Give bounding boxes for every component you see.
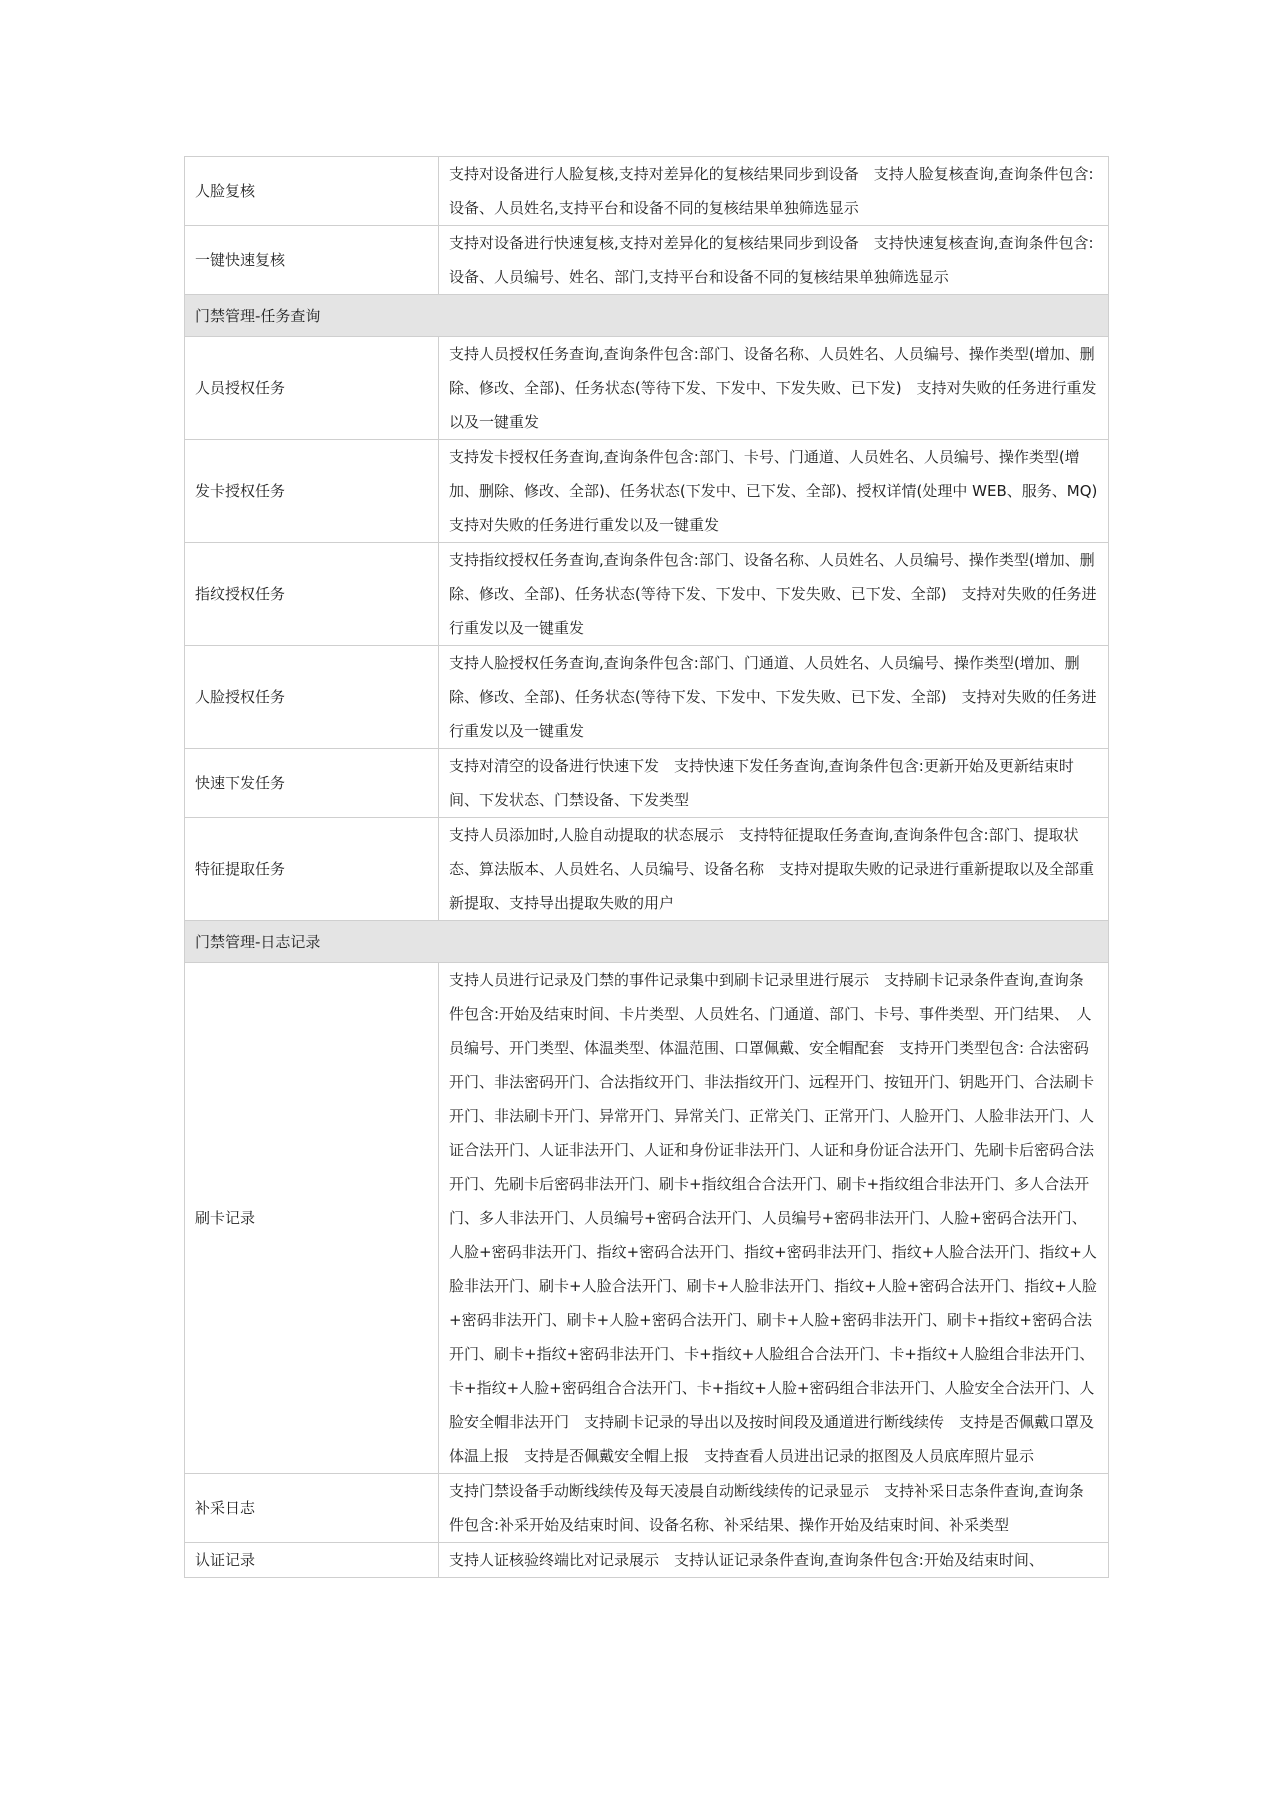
table-row <box>185 1474 1109 1543</box>
table-row <box>185 818 1109 921</box>
feature-name: 认证记录 <box>185 1543 439 1578</box>
section-title: 门禁管理-任务查询 <box>185 295 1109 337</box>
feature-name: 人员授权任务 <box>185 337 439 440</box>
feature-description: 支持对清空的设备进行快速下发 支持快速下发任务查询,查询条件包含:更新开始及更新结束时间、下发状态、门禁设备、下发类型 <box>439 749 1109 818</box>
feature-name: 指纹授权任务 <box>185 543 439 646</box>
feature-description: 支持人员进行记录及门禁的事件记录集中到刷卡记录里进行展示 支持刷卡记录条件查询,查询条件包含:开始及结束时间、卡片类型、人员姓名、门通道、部门、卡号、事件类型、开门结果、 人员编号、开门类型、体温类型、体温范围、口罩佩戴、安全帽配套 支持开门类型包含: 合法密码开门、非法密码开门、合法指纹开门、非法指纹开门、远程开门、按钮开门、钥匙开门、合法刷卡开门、非法刷卡开门、异常开门、异常关门、正常关门、正常开门、人脸开门、人脸非法开门、人证合法开门、人证非法开门、人证和身份证非法开门、人证和身份证合法开门、先刷卡后密码合法开门、先刷卡后密码非法开门、刷卡+指纹组合合法开门、刷卡+指纹组合非法开门、多人合法开门、多人非法开门、人员编号+密码合法开门、人员编号+密码非法开门、人脸+密码合法开门、人脸+密码非法开门、指纹+密码合法开门、指纹+密码非法开门、指纹+人脸合法开门、指纹+人脸非法开门、刷卡+人脸合法开门、刷卡+人脸非法开门、指纹+人脸+密码合法开门、指纹+人脸+密码非法开门、刷卡+人脸+密码合法开门、刷卡+人脸+密码非法开门、刷卡+指纹+密码合法开门、刷卡+指纹+密码非法开门、卡+指纹+人脸组合合法开门、卡+指纹+人脸组合非法开门、卡+指纹+人脸+密码组合合法开门、卡+指纹+人脸+密码组合非法开门、人脸安全合法开门、人脸安全帽非法开门 支持刷卡记录的导出以及按时间段及通道进行断线续传 支持是否佩戴口罩及体温上报 支持是否佩戴安全帽上报 支持查看人员进出记录的抠图及人员底库照片显示 <box>439 963 1109 1474</box>
feature-name: 一键快速复核 <box>185 226 439 295</box>
feature-name: 补采日志 <box>185 1474 439 1543</box>
feature-name: 特征提取任务 <box>185 818 439 921</box>
section-header-row <box>185 295 1109 337</box>
table-row <box>185 440 1109 543</box>
table-row <box>185 749 1109 818</box>
feature-description: 支持人证核验终端比对记录展示 支持认证记录条件查询,查询条件包含:开始及结束时间、 <box>439 1543 1109 1578</box>
feature-description: 支持人脸授权任务查询,查询条件包含:部门、门通道、人员姓名、人员编号、操作类型(增加、删除、修改、全部)、任务状态(等待下发、下发中、下发失败、已下发、全部) 支持对失败的任务进行重发以及一键重发 <box>439 646 1109 749</box>
section-title: 门禁管理-日志记录 <box>185 921 1109 963</box>
feature-name: 发卡授权任务 <box>185 440 439 543</box>
section-header-row <box>185 921 1109 963</box>
feature-description: 支持对设备进行快速复核,支持对差异化的复核结果同步到设备 支持快速复核查询,查询条件包含:设备、人员编号、姓名、部门,支持平台和设备不同的复核结果单独筛选显示 <box>439 226 1109 295</box>
feature-description: 支持对设备进行人脸复核,支持对差异化的复核结果同步到设备 支持人脸复核查询,查询条件包含:设备、人员姓名,支持平台和设备不同的复核结果单独筛选显示 <box>439 157 1109 226</box>
table-row <box>185 1543 1109 1578</box>
table-row <box>185 157 1109 226</box>
spec-table <box>184 156 1113 1578</box>
feature-description: 支持人员授权任务查询,查询条件包含:部门、设备名称、人员姓名、人员编号、操作类型(增加、删除、修改、全部)、任务状态(等待下发、下发中、下发失败、已下发) 支持对失败的任务进行重发以及一键重发 <box>439 337 1109 440</box>
table-row <box>185 226 1109 295</box>
feature-name: 人脸授权任务 <box>185 646 439 749</box>
feature-name: 人脸复核 <box>185 157 439 226</box>
feature-name: 快速下发任务 <box>185 749 439 818</box>
feature-description: 支持指纹授权任务查询,查询条件包含:部门、设备名称、人员姓名、人员编号、操作类型(增加、删除、修改、全部)、任务状态(等待下发、下发中、下发失败、已下发、全部) 支持对失败的任务进行重发以及一键重发 <box>439 543 1109 646</box>
spec-table-body <box>185 157 1113 1578</box>
feature-description: 支持人员添加时,人脸自动提取的状态展示 支持特征提取任务查询,查询条件包含:部门、提取状态、算法版本、人员姓名、人员编号、设备名称 支持对提取失败的记录进行重新提取以及全部重新提取、支持导出提取失败的用户 <box>439 818 1109 921</box>
table-row <box>185 963 1109 1474</box>
table-row <box>185 543 1109 646</box>
feature-name: 刷卡记录 <box>185 963 439 1474</box>
feature-description: 支持门禁设备手动断线续传及每天凌晨自动断线续传的记录显示 支持补采日志条件查询,查询条件包含:补采开始及结束时间、设备名称、补采结果、操作开始及结束时间、补采类型 <box>439 1474 1109 1543</box>
table-row <box>185 337 1109 440</box>
feature-description: 支持发卡授权任务查询,查询条件包含:部门、卡号、门通道、人员姓名、人员编号、操作类型(增加、删除、修改、全部)、任务状态(下发中、已下发、全部)、授权详情(处理中 WEB、服务、MQ) 支持对失败的任务进行重发以及一键重发 <box>439 440 1109 543</box>
table-row <box>185 646 1109 749</box>
